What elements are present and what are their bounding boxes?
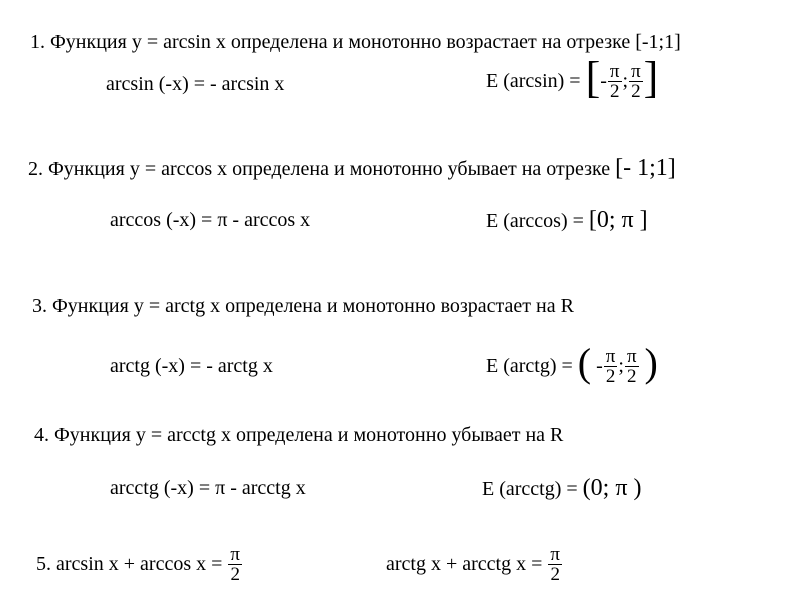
s2-odd-identity: arccos (-x) = π - arccos x xyxy=(110,209,311,231)
s1-odd-identity: arcsin (-x) = - arcsin x xyxy=(106,73,285,95)
s4-range-value: (0; π ) xyxy=(582,475,642,501)
s3-odd-identity: arctg (-x) = - arctg x xyxy=(110,355,273,377)
s1-frac-left-num: π xyxy=(609,60,620,82)
s5-right-frac xyxy=(548,545,562,584)
s3-frac-right-num: π xyxy=(626,345,637,367)
s3-range-minus: - xyxy=(596,355,603,377)
s5-right-den: 2 xyxy=(550,563,560,585)
s2-heading-interval: [- 1;1] xyxy=(615,155,676,181)
s4-range-label: E (arcctg) = xyxy=(482,478,578,500)
s1-frac-right-num: π xyxy=(631,60,641,82)
s4-range xyxy=(482,476,641,500)
s1-range-sep: ; xyxy=(622,70,629,92)
s2-heading-text: 2. Функция y = arccos x определена и монотонно убывает на отрезке xyxy=(28,158,616,180)
s2-range-label: E (arccos) = xyxy=(486,210,584,232)
s3-range-label: E (arctg) = xyxy=(486,355,573,377)
s1-range-close: ] xyxy=(643,53,659,102)
s3-frac-left-den: 2 xyxy=(605,365,616,387)
s3-heading: 3. Функция y = arctg x определена и монотонно возрастает на R xyxy=(32,295,574,317)
s1-range-open: [ xyxy=(585,53,601,102)
s2-heading xyxy=(28,156,676,180)
s5-right-num: π xyxy=(550,543,560,565)
s3-range-sep: ; xyxy=(618,355,624,377)
s2-range-value: [0; π ] xyxy=(588,207,648,233)
s1-range xyxy=(486,53,659,104)
s3-range-frac-right xyxy=(625,347,639,386)
s5-left-frac xyxy=(228,545,242,584)
s1-range-frac-right xyxy=(629,62,643,101)
s3-range-frac-left xyxy=(604,347,618,386)
s4-odd-identity: arcctg (-x) = π - arcctg x xyxy=(110,477,306,499)
s5-right-text: arctg x + arcctg x = xyxy=(386,553,543,575)
s1-range-label: E (arcsin) = xyxy=(486,70,581,92)
s2-range xyxy=(486,208,648,232)
s3-range-open: ( xyxy=(577,340,592,385)
s1-frac-left-den: 2 xyxy=(609,80,620,102)
s3-range-close: ) xyxy=(644,340,658,385)
s1-frac-right-den: 2 xyxy=(631,80,641,102)
s3-range xyxy=(486,340,658,389)
s1-range-minus: - xyxy=(600,70,607,92)
s3-frac-left-num: π xyxy=(605,345,616,367)
s1-range-frac-left xyxy=(608,62,622,101)
s4-heading: 4. Функция y = arcctg x определена и монотонно убывает на R xyxy=(34,424,564,446)
s1-heading: 1. Функция y = arcsin x определена и монотонно возрастает на отрезке [-1;1] xyxy=(30,31,681,53)
s5-left-text: 5. arcsin x + arccos x = xyxy=(36,553,223,575)
s3-frac-right-den: 2 xyxy=(627,365,637,387)
s5-identity-right xyxy=(386,542,563,586)
s5-left-num: π xyxy=(230,543,240,565)
s5-identity-left xyxy=(36,542,243,586)
s5-left-den: 2 xyxy=(230,563,240,585)
